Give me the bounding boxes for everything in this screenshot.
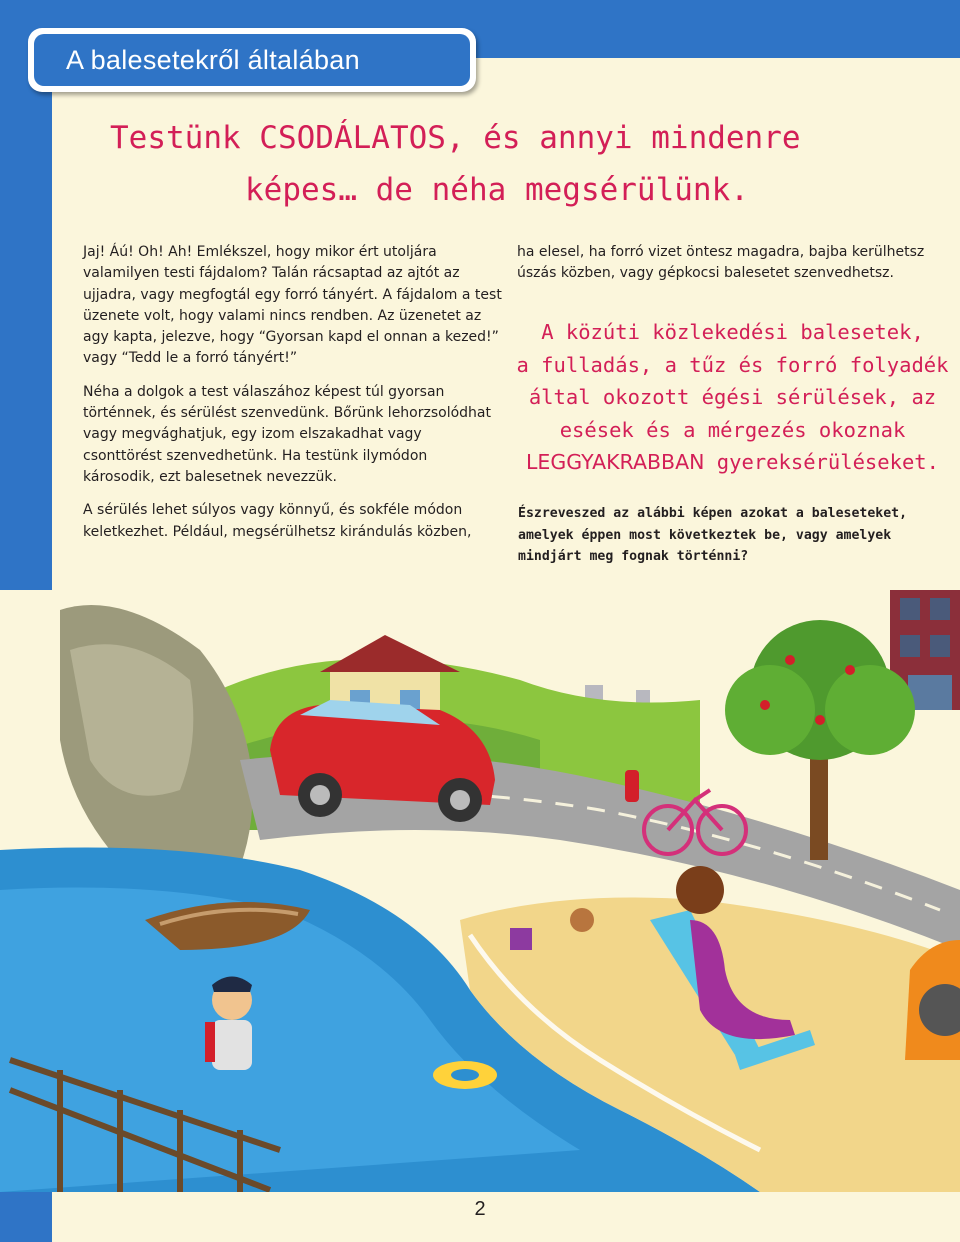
pull-quote-line-3: által okozott égési sérülések, az	[528, 385, 937, 409]
bucket	[510, 928, 532, 950]
headline-line-1: Testünk CSODÁLATOS, és annyi mindenre	[110, 120, 801, 156]
pull-quote-caps: LEGGYAKRABBAN	[526, 450, 705, 474]
pull-quote-line-2: a fulladás, a tűz és forró folyadék	[516, 352, 949, 377]
pull-quote-line-4: esések és a mérgezés okoznak	[559, 417, 906, 442]
pull-quote	[505, 316, 960, 479]
section-tab	[28, 28, 476, 92]
left-text-column	[83, 242, 503, 555]
fire-hydrant	[625, 770, 639, 802]
headline-line-2: képes… de néha megsérülünk.	[245, 172, 749, 208]
injury-paragraph: Néha a dolgok a test válaszához képest túl gyorsan történnek, és sérülést szenvedünk. Bőrünk lehorzsolódhat vagy megvághatjuk, egy izom elszakadhat vagy csonttörést szenvedhetünk. Ha testünk ilymódon károsodik, ezt balesetnek nevezzük.	[83, 383, 491, 485]
page-number: 2	[474, 1198, 486, 1220]
pull-quote-line-5	[505, 446, 960, 479]
continuation-paragraph: ha elesel, ha forró vizet öntesz magadra, bajba kerülhetsz úszás közben, vagy gépkocsi balesetet szenvedhetsz.	[517, 244, 925, 282]
headline	[110, 112, 910, 216]
right-text-column	[517, 242, 947, 285]
pull-quote-line-1: A közúti közlekedési balesetek,	[541, 320, 924, 344]
pull-quote-rest: gyereksérüléseket.	[704, 450, 939, 474]
accident-scene-illustration	[0, 590, 960, 1192]
section-tab-label: A balesetekről általában	[34, 34, 470, 86]
question-text: Észreveszed az alábbi képen azokat a baleseteket, amelyek éppen most következtek be, vagy amelyek mindjárt meg fognak történni?	[518, 506, 908, 564]
child-on-beach	[570, 908, 594, 932]
examples-paragraph: A sérülés lehet súlyos vagy könnyű, és sokféle módon keletkezhet. Például, megsérülhetsz kirándulás közben,	[83, 502, 472, 540]
intro-paragraph: Jaj! Áú! Oh! Ah! Emlékszel, hogy mikor ért utoljára valamilyen testi fájdalom? Talán rácsaptad az ajtót az ujjadra, vagy megfogtál egy forró tányért. A fájdalom a test üzenete volt, hogy valami nincs rendben. Az üzenetet az agy kapta, jelezve, hogy “Gyorsan kapd el onnan a kezed!” vagy “Tedd le a forró tányért!”	[83, 244, 502, 367]
